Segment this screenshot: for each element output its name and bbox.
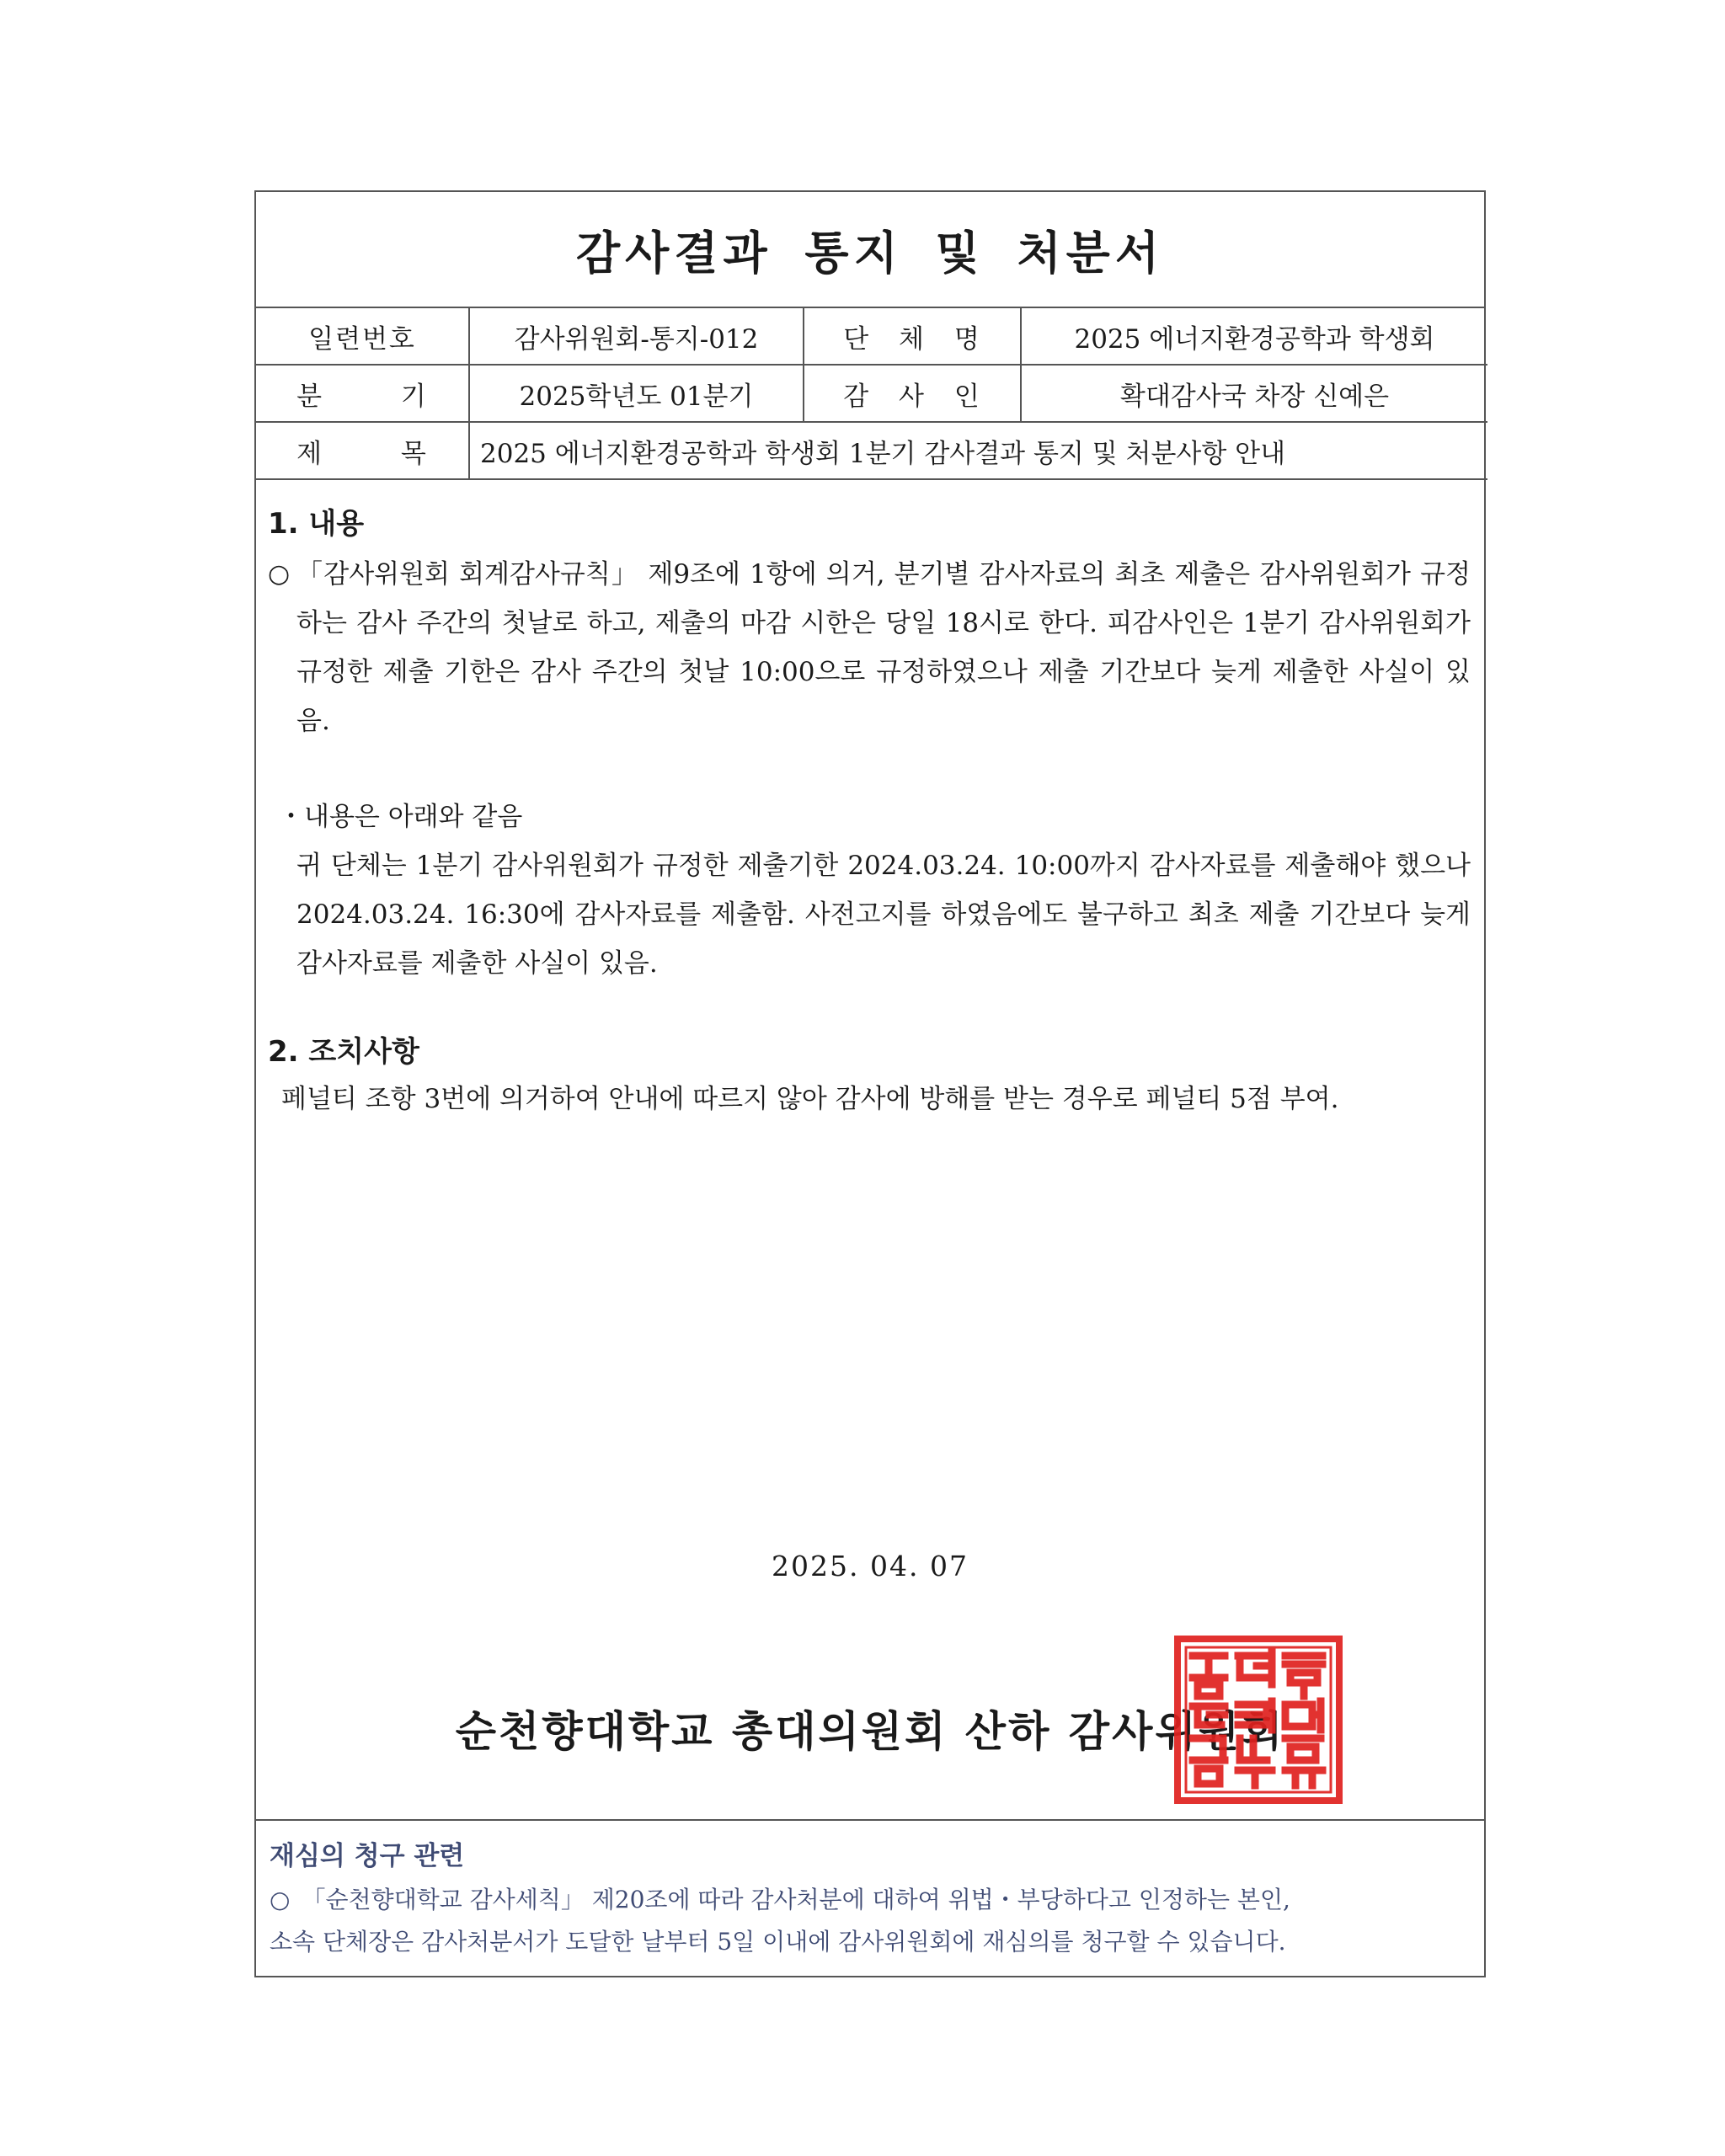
content-paragraph-2: 귀 단체는 1분기 감사위원회가 규정한 제출기한 2024.03.24. 10:00까지 감사자료를 제출해야 했으나 2024.03.24. 16:30에 감사자료를 제출함. 사전고지를 하였음에도 불구하고 최초 제출 기간보다 늦게 감사자료를 제출한 사실이 있음. (296, 851, 1471, 979)
meta-table (256, 308, 1487, 480)
subject-label: 제 목 (256, 422, 469, 479)
document-title: 감사결과 통지 및 처분서 (575, 226, 1165, 280)
org-value: 2025 에너지환경공학과 학생회 (1021, 308, 1487, 365)
footer-line-2: 소속 단체장은 감사처분서가 도달한 날부터 5일 이내에 감사위원회에 재심의를 청구할 수 있습니다. (270, 1928, 1286, 1956)
paragraph-1-text: 「감사위원회 회계감사규칙」 제9조에 1항에 의거, 분기별 감사자료의 최초 제출은 감사위원회가 규정하는 감사 주간의 첫날로 하고, 제출의 마감 시한은 당일 18시로 한다. 피감사인은 1분기 감사위원회가 규정한 제출 기한은 감사 주간의 첫날 10:00으로 규정하였으나 제출 기간보다 늦게 제출한 사실이 있음. (296, 559, 1471, 736)
meta-row-quarter (256, 365, 1487, 422)
action-text: 페널티 조항 3번에 의거하여 안내에 따르지 않아 감사에 방해를 받는 경우로 페널티 5점 부여. (281, 1084, 1339, 1114)
content-paragraph-1 (268, 550, 1471, 745)
footer-heading: 재심의 청구 관련 (270, 1841, 465, 1871)
circle-bullet-icon: ○ (268, 559, 291, 589)
serial-label: 일련번호 (256, 308, 469, 365)
audit-notice-document (254, 190, 1486, 1977)
reexamination-footer (256, 1819, 1484, 1976)
quarter-value: 2025학년도 01분기 (469, 365, 804, 422)
content-dot-line: ・내용은 아래와 같음 (278, 802, 523, 832)
organization-name: 순천향대학교 총대의원회 산하 감사위원회 (455, 1707, 1285, 1756)
quarter-label: 분 기 (256, 365, 469, 422)
auditor-label: 감 사 인 (804, 365, 1021, 422)
org-label: 단 체 명 (804, 308, 1021, 365)
subject-value: 2025 에너지환경공학과 학생회 1분기 감사결과 통지 및 처분사항 안내 (469, 422, 1487, 479)
action-heading: 2. 조치사항 (268, 1035, 419, 1069)
auditor-value: 확대감사국 차장 신예은 (1021, 365, 1487, 422)
circle-bullet-icon: ○ (270, 1886, 291, 1913)
official-seal-icon (1172, 1634, 1344, 1806)
title-row (256, 192, 1484, 308)
meta-row-serial (256, 308, 1487, 365)
content-heading: 1. 내용 (268, 507, 365, 541)
meta-row-subject (256, 422, 1487, 479)
document-body (256, 480, 1484, 1120)
issue-date: 2025. 04. 07 (772, 1550, 969, 1582)
serial-value: 감사위원회-통지-012 (469, 308, 804, 365)
footer-line-1-text: 「순천향대학교 감사세칙」 제20조에 따라 감사처분에 대하여 위법・부당하다고 인정하는 본인, (302, 1886, 1290, 1913)
footer-line-1 (270, 1879, 1471, 1921)
